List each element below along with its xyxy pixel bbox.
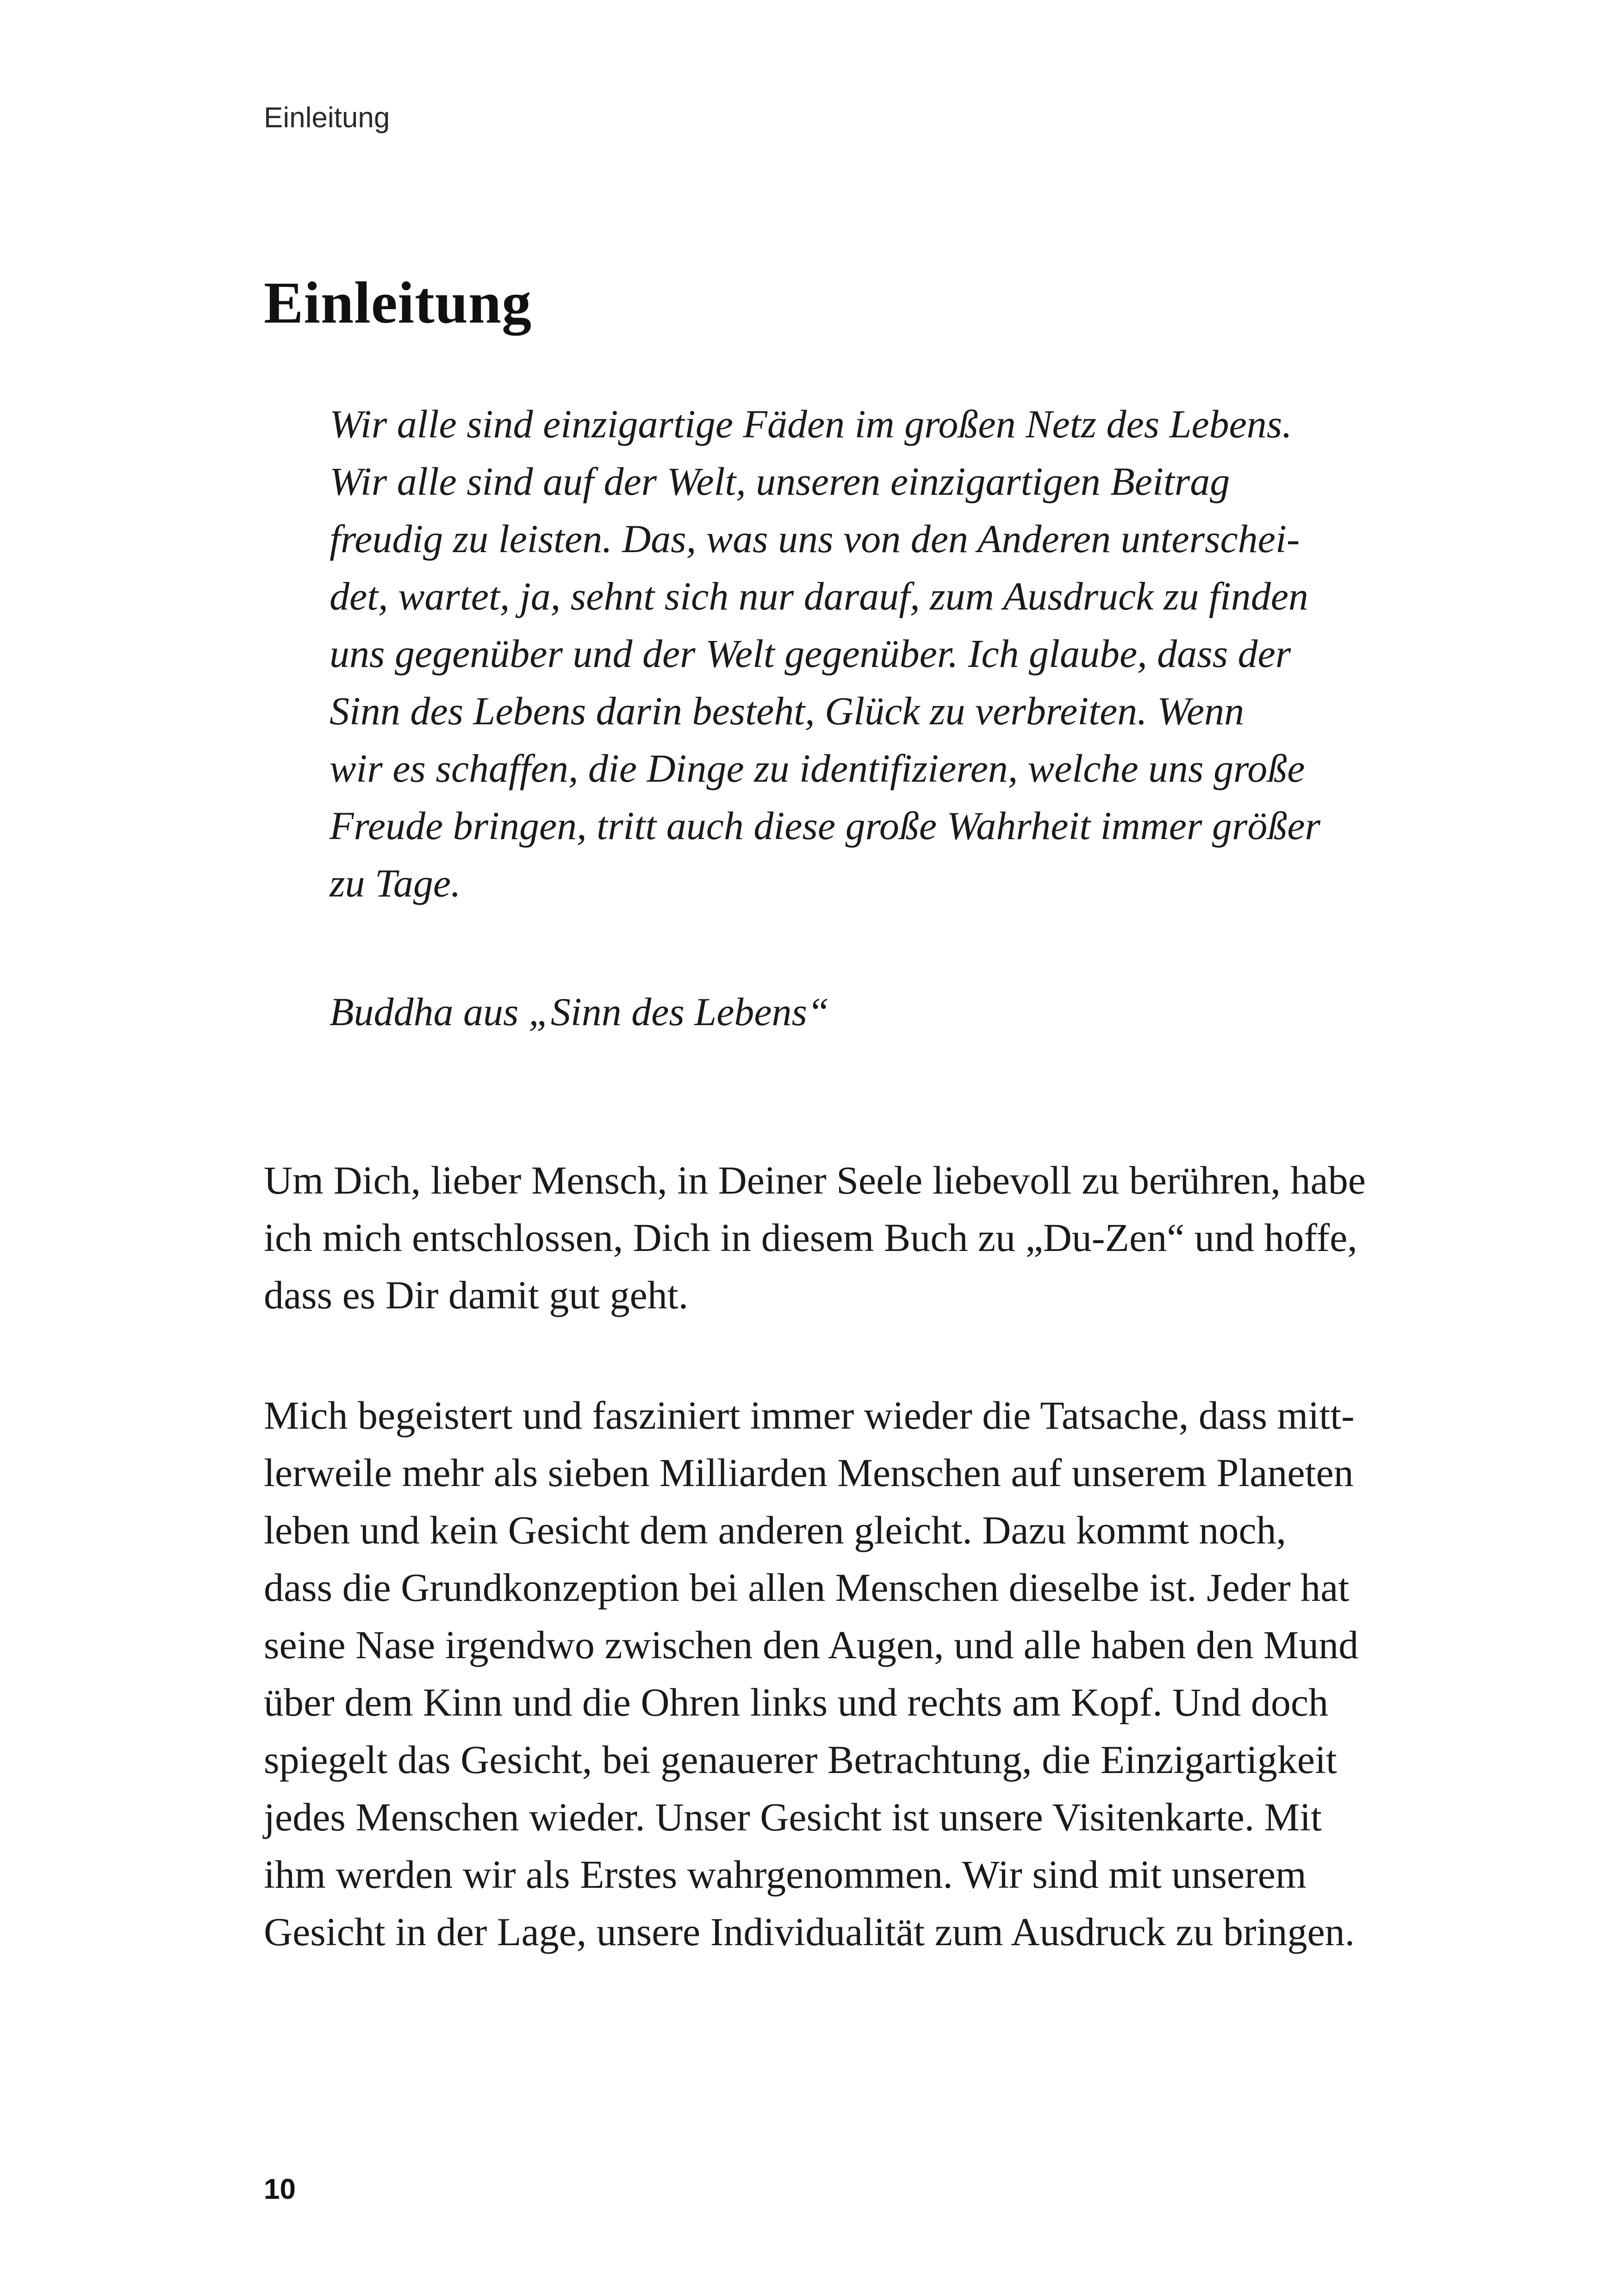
epigraph-attribution: Buddha aus „Sinn des Lebens“: [330, 989, 829, 1034]
body-line: leben und kein Gesicht dem anderen gleicht. Dazu kommt noch,: [264, 1508, 1287, 1552]
body-line: Gesicht in der Lage, unsere Individualität zum Ausdruck zu bringen.: [264, 1910, 1355, 1954]
body-line: dass es Dir damit gut geht.: [264, 1273, 689, 1317]
epigraph-quote: [330, 395, 1320, 912]
body-paragraph-2: [264, 1387, 1358, 1960]
epigraph-line: uns gegenüber und der Welt gegenüber. Ich glaube, dass der: [330, 631, 1291, 676]
epigraph-line: wir es schaffen, die Dinge zu identifizieren, welche uns große: [330, 746, 1305, 790]
body-line: Um Dich, lieber Mensch, in Deiner Seele liebevoll zu berühren, habe: [264, 1158, 1366, 1202]
epigraph-line: Wir alle sind auf der Welt, unseren einzigartigen Beitrag: [330, 459, 1230, 504]
body-line: dass die Grundkonzeption bei allen Menschen dieselbe ist. Jeder hat: [264, 1565, 1350, 1610]
epigraph-line: Wir alle sind einzigartige Fäden im großen Netz des Lebens.: [330, 402, 1292, 446]
body-line: jedes Menschen wieder. Unser Gesicht ist unsere Visitenkarte. Mit: [264, 1795, 1322, 1839]
body-line: lerweile mehr als sieben Milliarden Menschen auf unserem Planeten: [264, 1450, 1354, 1495]
body-line: über dem Kinn und die Ohren links und rechts am Kopf. Und doch: [264, 1680, 1329, 1724]
body-line: Mich begeistert und fasziniert immer wieder die Tatsache, dass mitt-: [264, 1393, 1355, 1437]
epigraph-line: zu Tage.: [330, 861, 461, 905]
epigraph-line: Sinn des Lebens darin besteht, Glück zu verbreiten. Wenn: [330, 689, 1245, 733]
body-paragraph-1: [264, 1151, 1366, 1324]
body-line: ich mich entschlossen, Dich in diesem Buch zu „Du-Zen“ und hoffe,: [264, 1215, 1357, 1260]
epigraph-line: Freude bringen, tritt auch diese große Wahrheit immer größer: [330, 803, 1321, 848]
chapter-title: Einleitung: [264, 270, 532, 336]
running-header: Einleitung: [264, 102, 390, 134]
body-line: spiegelt das Gesicht, bei genauerer Betrachtung, die Einzigartigkeit: [264, 1737, 1337, 1782]
epigraph-line: det, wartet, ja, sehnt sich nur darauf, zum Ausdruck zu finden: [330, 574, 1308, 618]
body-line: seine Nase irgendwo zwischen den Augen, und alle haben den Mund: [264, 1623, 1359, 1667]
body-line: ihm werden wir als Erstes wahrgenommen. Wir sind mit unserem: [264, 1852, 1307, 1897]
epigraph-line: freudig zu leisten. Das, was uns von den Anderen unterschei-: [330, 516, 1300, 561]
page-number: 10: [264, 2173, 296, 2205]
